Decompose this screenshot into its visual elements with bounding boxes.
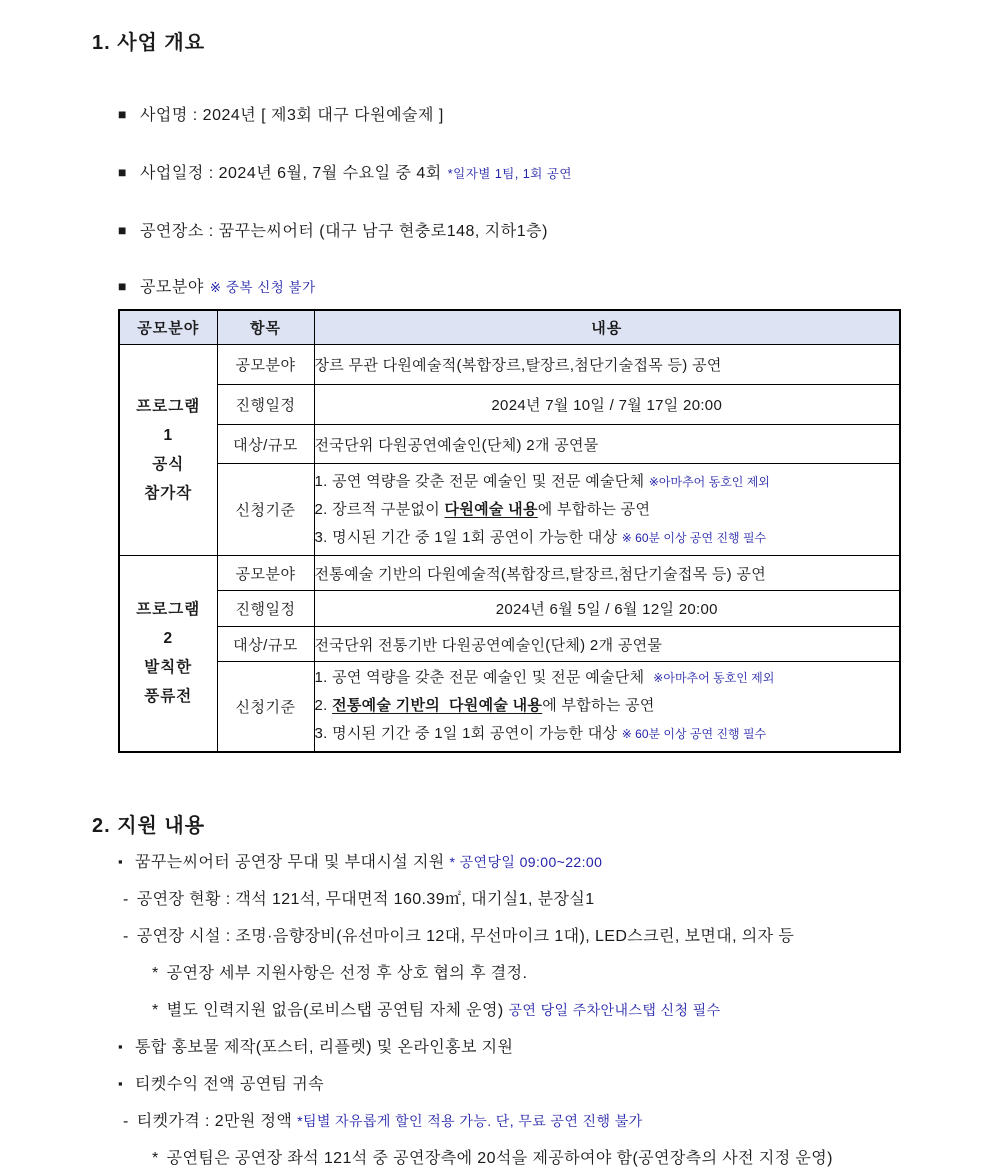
row-label: 대상/규모 [217, 425, 314, 464]
support-line: - 공연장 현황 : 객석 121석, 무대면적 160.39㎡, 대기실1, 분장실1 [123, 890, 595, 908]
row-label: 신청기준 [217, 464, 314, 556]
program-2-name-cell [119, 556, 217, 752]
program-name-line: 1 [163, 427, 174, 444]
program-name-line: 2 [163, 630, 174, 648]
section-2-title: 2. 지원 내용 [92, 814, 206, 837]
program-name-line: 프로그램 [136, 398, 201, 415]
criteria-line: 2. 전통예술 기반의 다원예술 내용에 부합하는 공연 [314, 697, 655, 715]
support-line: * 공연장 세부 지원사항은 선정 후 상호 협의 후 결정. [152, 964, 528, 982]
row-label: 신청기준 [217, 662, 314, 752]
bullet-text: 공연장소 : 꿈꾸는씨어터 (대구 남구 현충로148, 지하1층) [139, 223, 548, 240]
row-content: 2024년 7월 10일 / 7월 17일 20:00 [314, 385, 900, 425]
criteria-line: 2. 장르적 구분없이 다원예술 내용에 부합하는 공연 [314, 500, 651, 518]
table-row [119, 385, 900, 425]
criteria-note: ※ 60분 이상 공연 진행 필수 [621, 530, 767, 545]
table-row [119, 662, 900, 752]
line-note: * 공연당일 09:00~22:00 [449, 853, 603, 870]
dash-bullet-icon: - [123, 927, 129, 945]
asterisk-bullet-icon: * [152, 1149, 159, 1167]
square-bullet-icon: ■ [118, 222, 127, 238]
table-header-content: 내용 [314, 310, 900, 345]
criteria-note: ※ 60분 이상 공연 진행 필수 [621, 727, 767, 742]
row-label: 대상/규모 [217, 627, 314, 662]
asterisk-bullet-icon: * [152, 964, 159, 982]
section-2-lines [0, 852, 992, 1169]
criteria-cell [314, 662, 900, 752]
support-line: - 티켓가격 : 2만원 정액 *팀별 자유롭게 할인 적용 가능. 단, 무료 공연 진행 불가 [123, 1112, 643, 1130]
small-square-bullet-icon: ▪ [118, 1038, 124, 1054]
table-row [119, 627, 900, 662]
dash-bullet-icon: - [123, 890, 129, 908]
support-line: ▪ 통합 홍보물 제작(포스터, 리플렛) 및 온라인홍보 지원 [118, 1038, 514, 1056]
program-table [118, 309, 901, 753]
bullet-text: 사업명 : 2024년 [ 제3회 대구 다원예술제 ] [139, 107, 444, 124]
bullet-project-name [118, 105, 992, 126]
row-content: 전국단위 다원공연예술인(단체) 2개 공연물 [314, 425, 900, 464]
asterisk-bullet-icon: * [152, 1001, 159, 1019]
table-row [119, 425, 900, 464]
support-line: ▪ 티켓수익 전액 공연팀 귀속 [118, 1075, 324, 1093]
table-row [119, 556, 900, 591]
criteria-line: 3. 명시된 기간 중 1일 1회 공연이 가능한 대상 ※ 60분 이상 공연 진행 필수 [314, 528, 767, 546]
program-name-line: 프로그램 [136, 601, 201, 619]
support-line: * 별도 인력지원 없음(로비스탭 공연팀 자체 운영) 공연 당일 주차안내스탭 신청 필수 [152, 1001, 721, 1019]
criteria-line: 1. 공연 역량을 갖춘 전문 예술인 및 전문 예술단체 ※아마추어 동호인 제외 [314, 472, 770, 490]
bullet-text: 공모분야 [139, 279, 204, 296]
bullet-categories [118, 277, 992, 298]
bullet-text: 사업일정 : 2024년 6월, 7월 수요일 중 4회 [139, 165, 442, 182]
row-label: 진행일정 [217, 591, 314, 627]
row-label: 공모분야 [217, 345, 314, 385]
bullet-schedule [118, 163, 992, 184]
row-content: 전국단위 전통기반 다원공연예술인(단체) 2개 공연물 [314, 627, 900, 662]
square-bullet-icon: ■ [118, 164, 127, 180]
line-note: *팀별 자유롭게 할인 적용 가능. 단, 무료 공연 진행 불가 [297, 1112, 643, 1129]
program-name-line: 공식 [152, 456, 185, 473]
row-content: 장르 무관 다원예술적(복합장르,탈장르,첨단기술접목 등) 공연 [314, 345, 900, 385]
row-content: 전통예술 기반의 다원예술적(복합장르,탈장르,첨단기술접목 등) 공연 [314, 556, 900, 591]
program-name-line: 풍류전 [144, 688, 193, 706]
dash-bullet-icon: - [123, 1112, 129, 1130]
section-1-bullets [118, 105, 992, 298]
support-line: - 공연장 시설 : 조명·음향장비(유선마이크 12대, 무선마이크 1대), LED스크린, 보면대, 의자 등 [123, 927, 795, 945]
square-bullet-icon: ■ [118, 278, 127, 294]
program-name-line: 참가작 [144, 485, 193, 502]
criteria-note: ※아마추어 동호인 제외 [653, 671, 775, 686]
small-square-bullet-icon: ▪ [118, 1075, 124, 1091]
section-1-title: 1. 사업 개요 [92, 32, 206, 54]
bullet-venue [118, 221, 992, 242]
table-row [119, 345, 900, 385]
criteria-cell [314, 464, 900, 556]
support-line: ▪ 꿈꾸는씨어터 공연장 무대 및 부대시설 지원 * 공연당일 09:00~22:00 [118, 853, 603, 871]
criteria-line: 3. 명시된 기간 중 1일 1회 공연이 가능한 대상 ※ 60분 이상 공연 진행 필수 [314, 725, 767, 743]
table-header-category: 공모분야 [119, 310, 217, 345]
line-note: 공연 당일 주차안내스탭 신청 필수 [508, 1001, 721, 1018]
small-square-bullet-icon: ▪ [118, 853, 124, 869]
criteria-note: ※아마추어 동호인 제외 [648, 474, 770, 489]
row-content: 2024년 6월 5일 / 6월 12일 20:00 [314, 591, 900, 627]
bullet-note: *일자별 1팀, 1회 공연 [447, 167, 572, 181]
row-label: 공모분야 [217, 556, 314, 591]
table-row [119, 591, 900, 627]
row-label: 진행일정 [217, 385, 314, 425]
criteria-line: 1. 공연 역량을 갖춘 전문 예술인 및 전문 예술단체 ※아마추어 동호인 제외 [314, 669, 775, 687]
table-row [119, 464, 900, 556]
program-name-line: 발칙한 [144, 659, 193, 677]
support-line: * 공연팀은 공연장 좌석 121석 중 공연장측에 20석을 제공하여야 함(공연장측의 사전 지정 운영) [152, 1149, 833, 1167]
square-bullet-icon: ■ [118, 106, 127, 122]
table-header-item: 항목 [217, 310, 314, 345]
program-1-name-cell [119, 345, 217, 556]
bullet-note: ※ 중복 신청 불가 [209, 280, 316, 295]
